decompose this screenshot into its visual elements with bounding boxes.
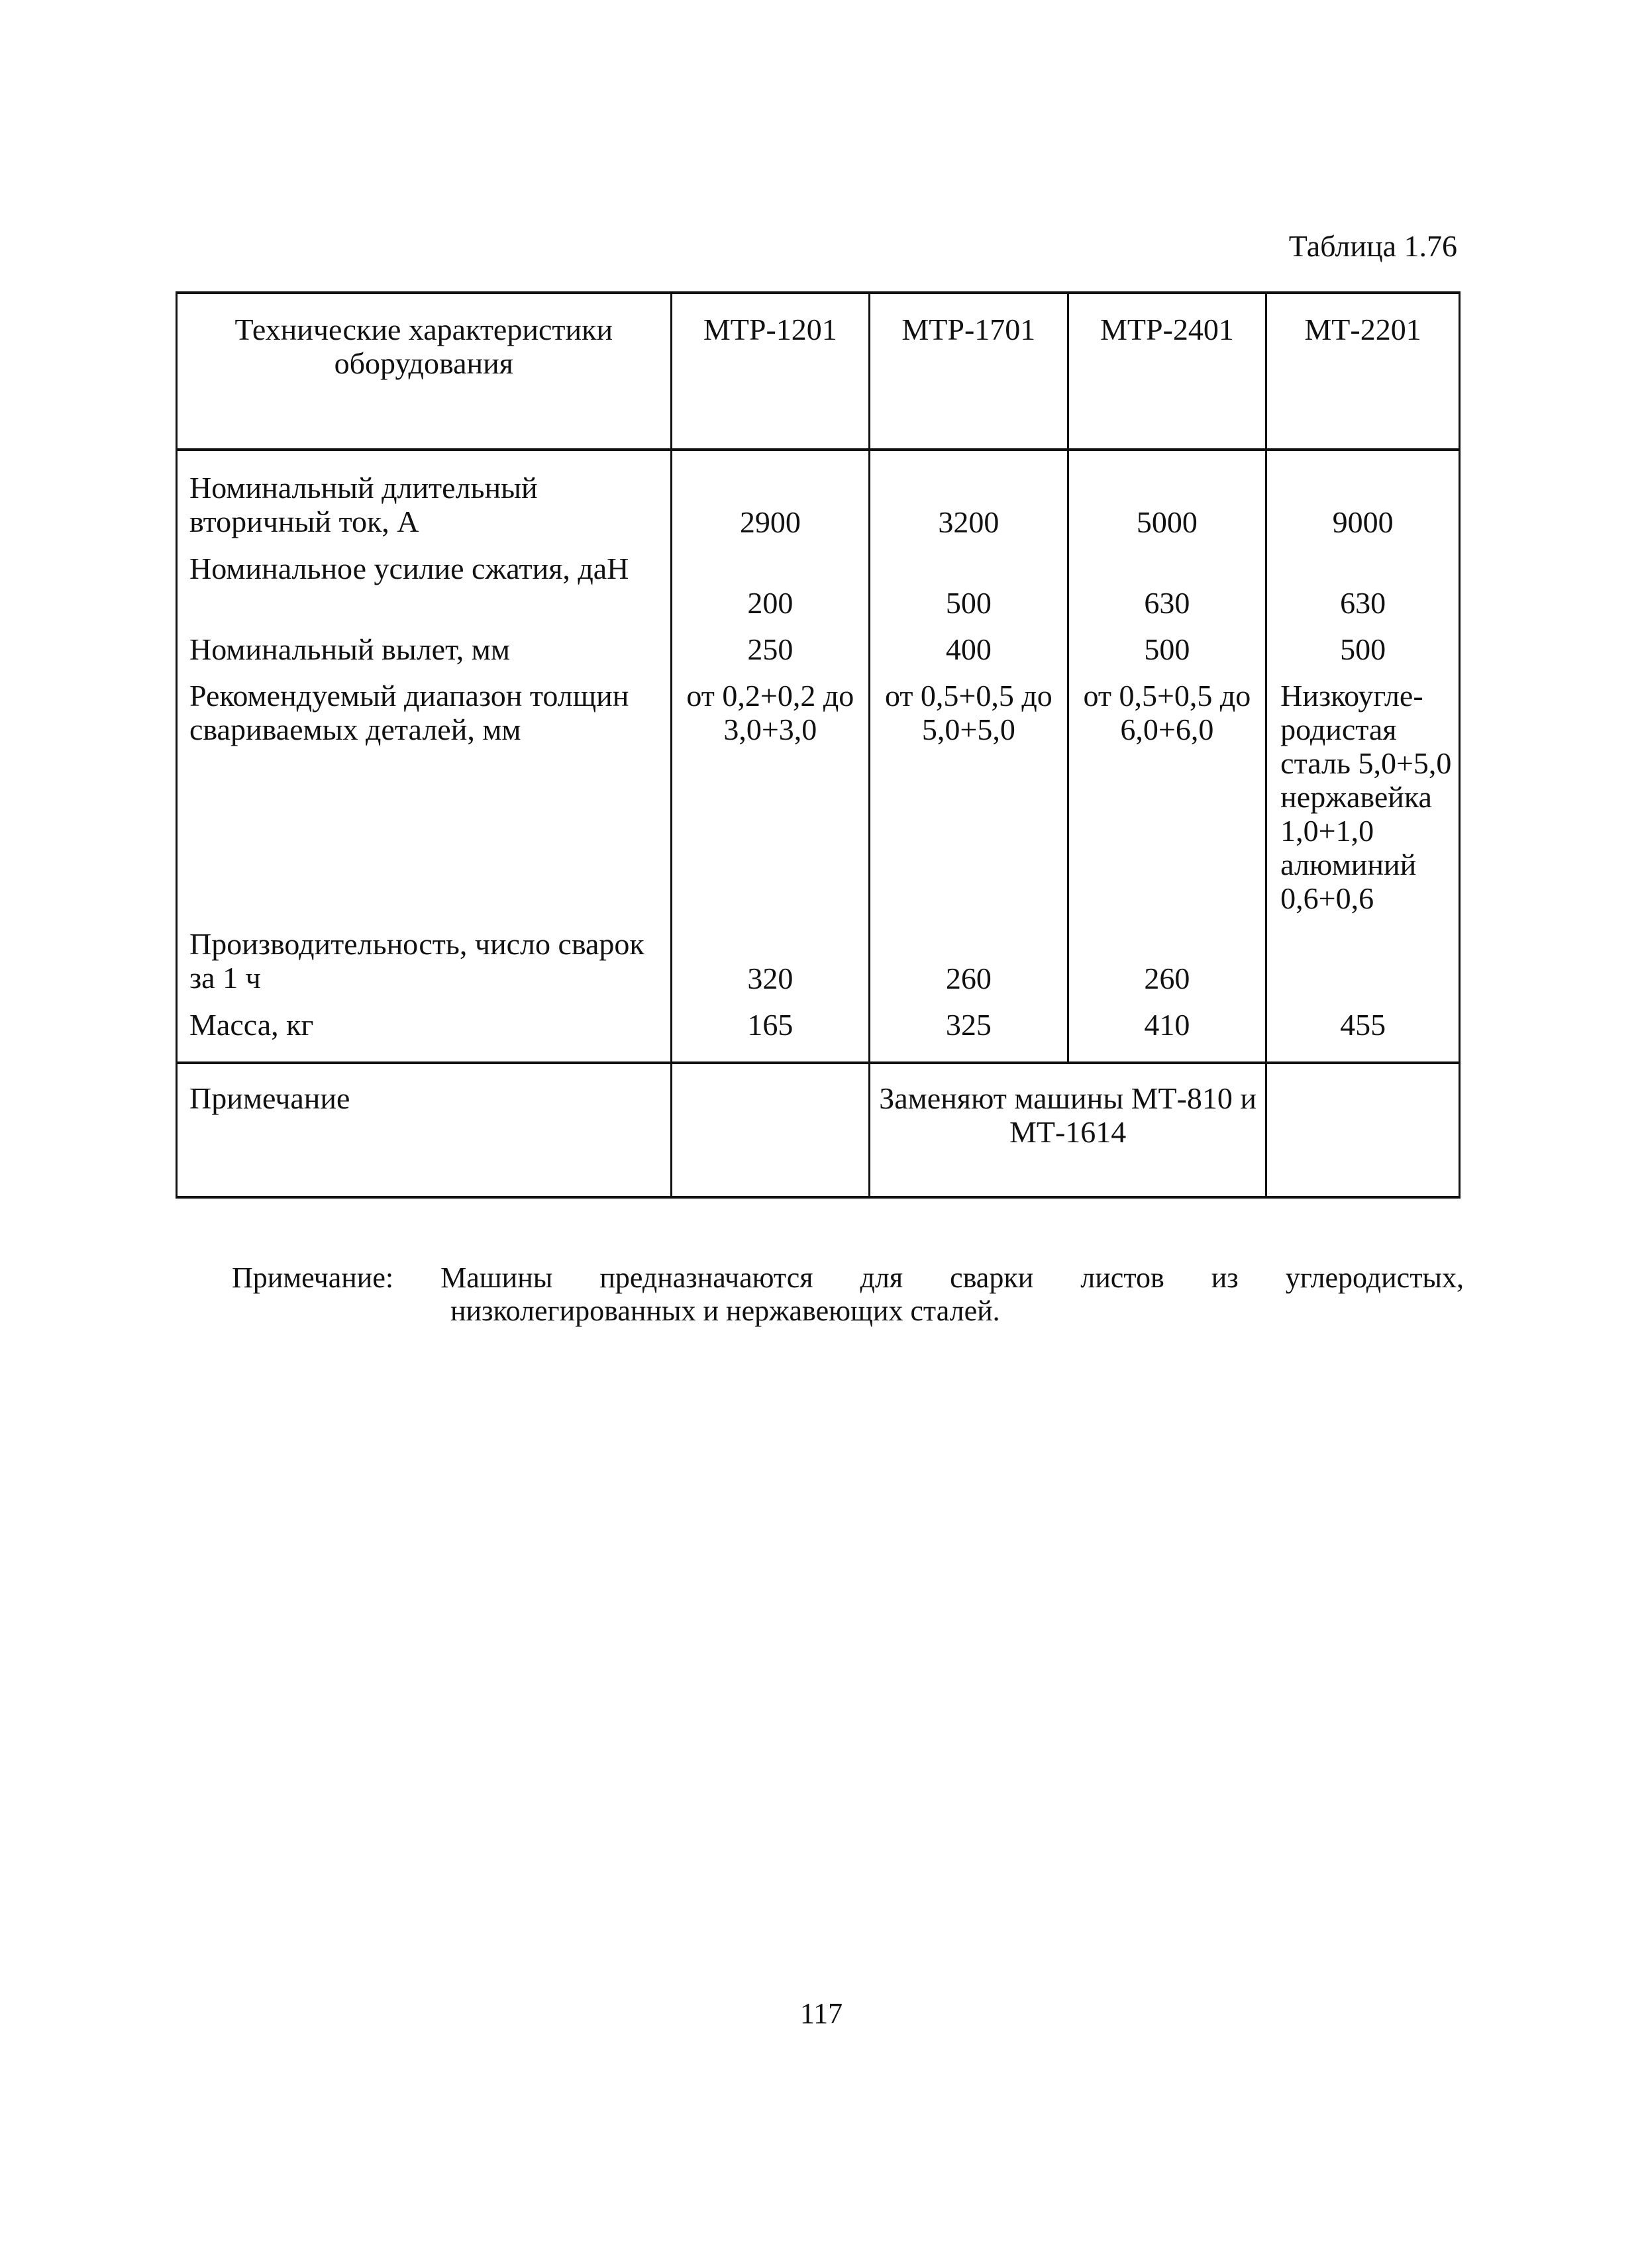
cell-value: 260	[870, 915, 1068, 996]
header-characteristics: Технические характеристики оборудования	[177, 293, 672, 450]
cell-value: от 0,5+0,5 до 6,0+6,0	[1068, 667, 1266, 915]
row-label: Номинальное усилие сжатия, даН	[177, 540, 672, 620]
caption-line: низколегированных и нержавеющих сталей.	[450, 1295, 1000, 1327]
cell-value: 165	[671, 996, 870, 1063]
cell-value: 455	[1266, 996, 1460, 1063]
cell-value: от 0,2+0,2 до 3,0+3,0	[671, 667, 870, 915]
cell-value: 325	[870, 996, 1068, 1063]
row-label: Производительность, число сварок за 1 ч	[177, 915, 672, 996]
table-row-thickness-range	[177, 667, 1460, 915]
table-row-reach	[177, 620, 1460, 667]
row-label: Номинальный длительный вторичный ток, А	[177, 450, 672, 540]
table-row-mass	[177, 996, 1460, 1063]
table-row-secondary-current	[177, 450, 1460, 540]
header-model-mtr-1701: МТР-1701	[870, 293, 1068, 450]
table-row-compression-force	[177, 540, 1460, 620]
cell-value: 500	[1266, 620, 1460, 667]
table-row-productivity	[177, 915, 1460, 996]
cell-value: 500	[870, 540, 1068, 620]
cell-value: 250	[671, 620, 870, 667]
caption-line: Примечание: Машины предназначаются для сварки листов из углеродистых,	[232, 1261, 1464, 1294]
table-header-row	[177, 293, 1460, 450]
note-empty-cell	[1266, 1063, 1460, 1197]
row-label: Номинальный вылет, мм	[177, 620, 672, 667]
cell-value: 260	[1068, 915, 1266, 996]
cell-value: 320	[671, 915, 870, 996]
header-model-mt-2201: МТ-2201	[1266, 293, 1460, 450]
note-label: Примечание	[177, 1063, 672, 1197]
cell-value: 500	[1068, 620, 1266, 667]
page-number: 117	[799, 1997, 843, 2030]
cell-value: 630	[1068, 540, 1266, 620]
cell-value: 630	[1266, 540, 1460, 620]
cell-value: 2900	[671, 450, 870, 540]
cell-value: Низкоугле-родистая сталь 5,0+5,0 нержавейка 1,0+1,0 алюминий 0,6+0,6	[1266, 667, 1460, 915]
header-model-mtr-2401: МТР-2401	[1068, 293, 1266, 450]
cell-value: 410	[1068, 996, 1266, 1063]
cell-value: от 0,5+0,5 до 5,0+5,0	[870, 667, 1068, 915]
table-note-row	[177, 1063, 1460, 1197]
row-label: Рекомендуемый диапазон толщин свариваемых деталей, мм	[177, 667, 672, 915]
cell-value: 9000	[1266, 450, 1460, 540]
cell-value: 200	[671, 540, 870, 620]
cell-value: 400	[870, 620, 1068, 667]
cell-value: 3200	[870, 450, 1068, 540]
note-merged-cell: Заменяют машины МТ-810 и МТ-1614	[870, 1063, 1266, 1197]
specifications-table	[176, 291, 1461, 1199]
cell-value: 5000	[1068, 450, 1266, 540]
header-model-mtr-1201: МТР-1201	[671, 293, 870, 450]
note-empty-cell	[671, 1063, 870, 1197]
table-title: Таблица 1.76	[1288, 229, 1457, 263]
row-label: Масса, кг	[177, 996, 672, 1063]
table-caption-note	[232, 1261, 1464, 1328]
cell-value	[1266, 915, 1460, 996]
